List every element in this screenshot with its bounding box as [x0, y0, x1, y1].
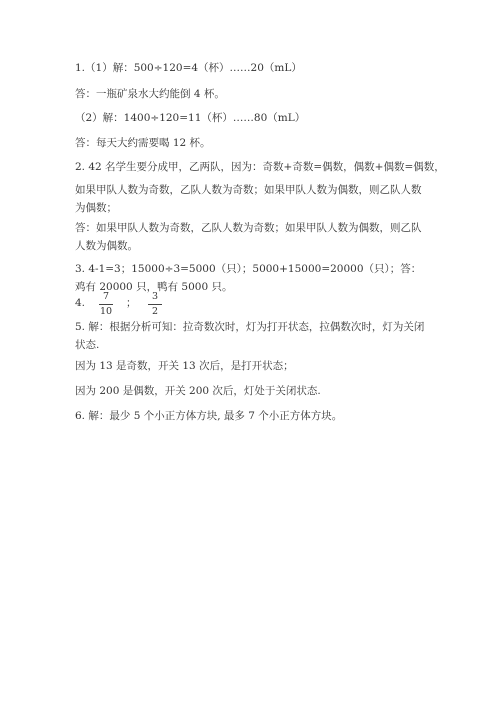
fraction-three-halves: [148, 291, 162, 318]
answer-6: 6. 解：最少 5 个小正方体方块, 最多 7 个小正方体方块。: [75, 410, 343, 422]
answer-1-1-conclusion: 答：一瓶矿泉水大约能倒 4 杯。: [75, 88, 225, 100]
answer-4-number: 4.: [75, 297, 86, 309]
answer-1-2-conclusion: 答：每天大约需要喝 12 杯。: [75, 137, 211, 149]
answer-5-case-13: 因为 13 是奇数，开关 13 次后，是打开状态；: [75, 360, 294, 372]
answer-2-reasoning: 如果甲队人数为奇数，乙队人数为奇数；如果甲队人数为偶数，则乙队人数为偶数；: [75, 184, 422, 214]
fraction-seven-tenths: [99, 291, 113, 318]
answer-4-separator: ；: [126, 297, 137, 309]
fraction-1-denominator: 10: [99, 306, 113, 317]
answer-1-1: 1.（1）解：500÷120=4（杯）……20（mL）: [75, 62, 302, 74]
fraction-1-numerator: 7: [102, 291, 110, 302]
answer-5-case-200: 因为 200 是偶数，开关 200 次后，灯处于关闭状态.: [75, 385, 321, 397]
answer-2-intro: 2. 42 名学生要分成甲，乙两队，因为：奇数+奇数=偶数，偶数+偶数=偶数，: [75, 161, 445, 173]
answer-5-analysis: 5. 解：根据分析可知：拉奇数次时，灯为打开状态，拉偶数次时，灯为关闭状态.: [75, 321, 425, 351]
answer-2-conclusion: 答：如果甲队人数为奇数，乙队人数为奇数；如果甲队人数为偶数，则乙队人数为偶数。: [75, 222, 422, 252]
fraction-bar: [148, 304, 162, 305]
answer-1-2: （2）解：1400÷120=11（杯）……80（mL）: [75, 112, 306, 124]
fraction-2-numerator: 3: [151, 291, 159, 302]
answer-3: 3. 4-1=3；15000÷3=5000（只）；5000+15000=20000（只）；答：鸡有 20000 只，鸭有 5000 只。: [75, 263, 422, 293]
fraction-2-denominator: 2: [151, 306, 159, 317]
fraction-bar: [99, 304, 113, 305]
